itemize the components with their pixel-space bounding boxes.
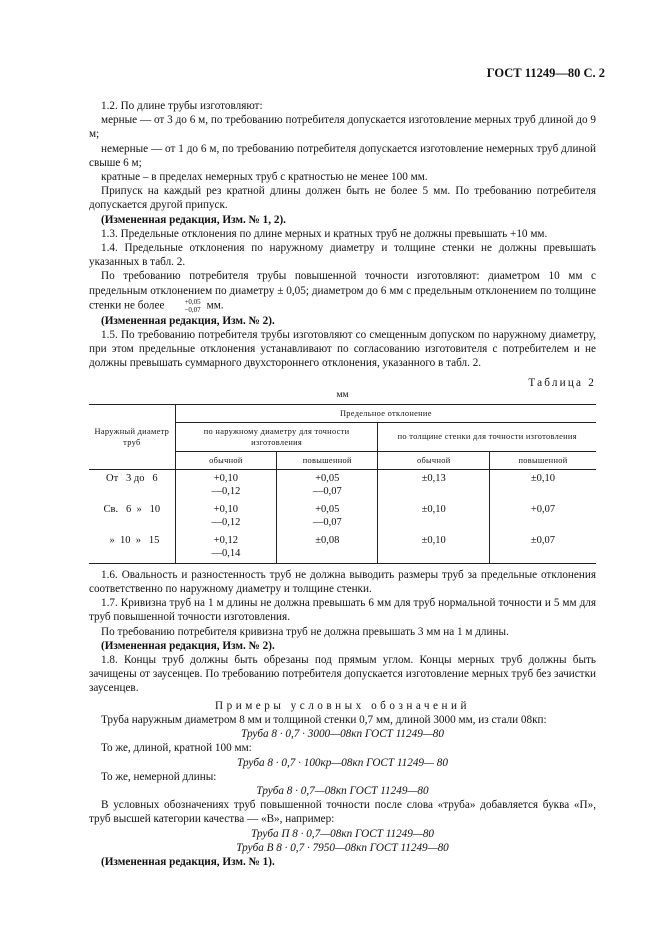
sec-1-3: 1.3. Предельные отклонения по длине мерных и кратных труб не должны превышать +10 мм. bbox=[101, 227, 548, 240]
col-header-diameter: Наружный диаметр труб bbox=[89, 404, 175, 469]
cell-wall-high: ±0,10 bbox=[490, 469, 597, 501]
examples-heading: Примеры условных обозначений bbox=[215, 699, 470, 712]
sec-1-7: 1.7. Кривизна труб на 1 м длины не должна превышать 6 мм для труб нормальной точности и 5 мм для труб повышенной точности изготовления. bbox=[89, 597, 596, 624]
cell-diameter-high: ±0,08 bbox=[277, 532, 378, 564]
sec-1-2-allowance: Припуск на каждый рез кратной длины должен быть не более 5 мм. По требованию потребителя допускается другой припуск. bbox=[89, 185, 596, 212]
example-4-text: В условных обозначениях труб повышенной точности после слова «труба» добавляется буква «П», труб высшей категории качества — «В», например: bbox=[89, 799, 596, 826]
value-top: +0,10 bbox=[213, 472, 239, 484]
sec-1-6: 1.6. Овальность и разностенность труб не должна выводить размеры труб за предельные отклонения соответственно по наружному диаметру и толщине стенки. bbox=[89, 568, 596, 596]
subheader-high: повышенной bbox=[490, 451, 597, 469]
example-1-text: Труба наружным диаметром 8 мм и толщиной стенки 0,7 мм, длиной 3000 мм, из стали 08кп: bbox=[101, 713, 547, 726]
example-4-code-2: Труба В 8 · 0,7 · 7950—08кп ГОСТ 11249—80 bbox=[236, 841, 449, 854]
cell-wall-high: ±0,07 bbox=[490, 532, 597, 564]
table-row bbox=[89, 532, 596, 564]
fraction-bottom: −0,07 bbox=[184, 305, 201, 314]
value-top: +0,12 bbox=[213, 534, 239, 546]
example-3-text: То же, немерной длины: bbox=[101, 770, 217, 783]
value-top: +0,05 bbox=[315, 472, 340, 484]
sec-1-5: 1.5. По требованию потребителя трубы изготовляют со смещенным допуском по наружному диаметру, при этом предельные отклонения устанавливают по согласованию изготовителя с потребителем и не должны превышать суммарного двухстороннего отклонения, указанного в табл. 2. bbox=[89, 329, 596, 370]
col-header-by-diameter: по наружному диаметру для точности изготовления bbox=[175, 422, 378, 451]
document-body bbox=[89, 99, 596, 869]
amendment-note: (Измененная редакция, Изм. № 1). bbox=[101, 855, 275, 868]
sec-1-2-unmeasured: немерные — от 1 до 6 м, по требованию потребителя допускается изготовление немерных труб длиной свыше 6 м; bbox=[89, 142, 596, 169]
cell-diameter-high bbox=[277, 469, 378, 501]
cell-wall-normal: ±0,10 bbox=[378, 532, 490, 564]
sec-1-4: 1.4. Предельные отклонения по наружному диаметру и толщине стенки не должны превышать указанных в табл. 2. bbox=[89, 242, 596, 269]
value-bottom: —0,12 bbox=[211, 517, 241, 529]
fraction-top: +0,05 bbox=[184, 297, 201, 306]
example-4-code-1: Труба П 8 · 0,7—08кп ГОСТ 11249—80 bbox=[250, 827, 435, 840]
table-row bbox=[89, 501, 596, 532]
subheader-high: повышенной bbox=[277, 451, 378, 469]
subheader-normal: обычной bbox=[378, 451, 490, 469]
cell-diameter-normal bbox=[175, 532, 276, 564]
tolerance-fraction bbox=[172, 298, 200, 314]
deviation-table bbox=[89, 404, 596, 564]
value-bottom: —0,12 bbox=[211, 486, 241, 498]
example-1-code: Труба 8 · 0,7 · 3000—08кп ГОСТ 11249—80 bbox=[241, 728, 444, 741]
example-2-text: То же, длиной, кратной 100 мм: bbox=[101, 742, 252, 755]
value-bottom: —0,14 bbox=[211, 548, 241, 560]
sec-1-2-multiple: кратные – в пределах немерных труб с кратностью не менее 100 мм. bbox=[101, 171, 428, 184]
sec-1-7-customer: По требованию потребителя кривизна труб не должна превышать 3 мм на 1 м длины. bbox=[101, 625, 509, 638]
subheader-normal: обычной bbox=[175, 451, 276, 469]
example-2-code: Труба 8 · 0,7 · 100кр—08кп ГОСТ 11249— 80 bbox=[237, 756, 448, 769]
cell-range: » 10 » 15 bbox=[104, 534, 160, 546]
col-header-deviation: Предельное отклонение bbox=[175, 404, 596, 422]
value-top: +0,05 bbox=[315, 503, 340, 515]
page-header: ГОСТ 11249—80 С. 2 bbox=[486, 66, 605, 80]
table-row bbox=[89, 469, 596, 501]
value-bottom: —0,07 bbox=[312, 486, 342, 498]
value-bottom: —0,07 bbox=[312, 517, 342, 529]
unit-mm: мм. bbox=[206, 299, 224, 312]
col-header-by-wall: по толщине стенки для точности изготовления bbox=[378, 422, 596, 451]
cell-diameter-normal bbox=[175, 501, 276, 532]
amendment-note: (Измененная редакция, Изм. № 2). bbox=[101, 314, 275, 327]
sec-1-4-high-precision bbox=[89, 269, 596, 313]
sec-1-4-high-precision-text: По требованию потребителя трубы повышенной точности изготовляют: диаметром 10 мм с предельным отклонением по диаметру ± 0,05; диаметром до 6 мм с предельным отклонением по толщине стенки не более bbox=[89, 270, 596, 312]
sec-1-2-measured: мерные — от 3 до 6 м, по требованию потребителя допускается изготовление мерных труб длиной до 9 м; bbox=[89, 114, 596, 141]
cell-range: Св. 6 » 10 bbox=[103, 503, 161, 515]
cell-diameter-normal bbox=[175, 469, 276, 501]
cell-wall-normal: ±0,10 bbox=[378, 501, 490, 532]
sec-1-8: 1.8. Концы труб должны быть обрезаны под прямым углом. Концы мерных труб должны быть зачищены от заусенцев. По требованию потребителя допускается изготовление мерных труб без зачистки заусенцев. bbox=[89, 654, 596, 695]
amendment-note: (Измененная редакция, Изм. № 1, 2). bbox=[101, 213, 286, 226]
amendment-note: (Измененная редакция, Изм. № 2). bbox=[101, 639, 275, 652]
sec-1-2-intro: 1.2. По длине трубы изготовляют: bbox=[101, 100, 263, 112]
table-caption: Таблица 2 bbox=[528, 376, 596, 389]
table-unit: мм bbox=[336, 389, 349, 400]
cell-diameter-high bbox=[277, 501, 378, 532]
cell-wall-high: +0,07 bbox=[490, 501, 597, 532]
example-3-code: Труба 8 · 0,7—08кп ГОСТ 11249—80 bbox=[256, 784, 429, 797]
cell-wall-normal: ±0,13 bbox=[378, 469, 490, 501]
cell-range: От 3 до 6 bbox=[106, 472, 158, 484]
value-top: +0,10 bbox=[213, 503, 239, 515]
